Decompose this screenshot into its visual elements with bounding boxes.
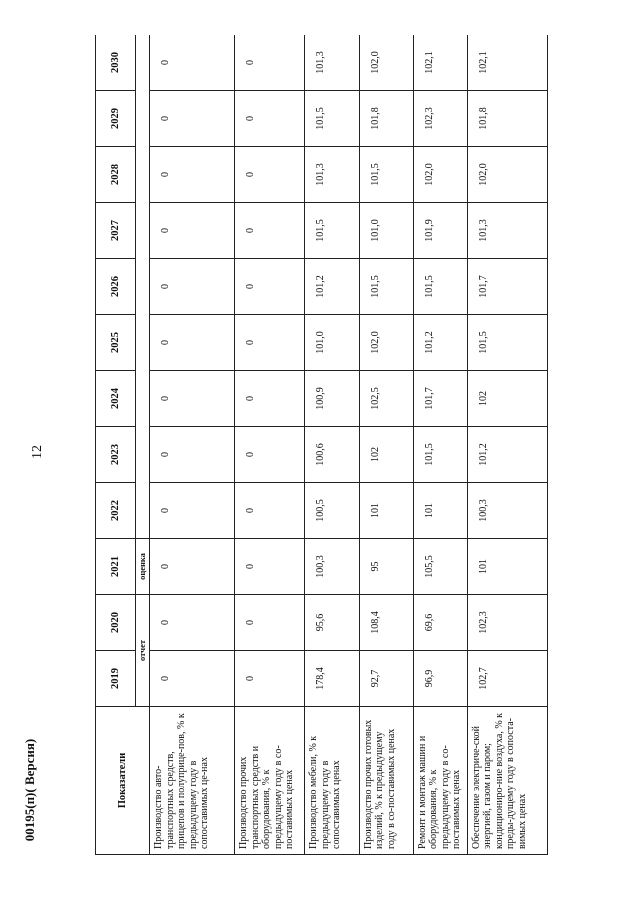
value-cell: 0: [150, 483, 235, 539]
indicator-name: Ремонт и монтаж машин и оборудования, % к предыдущему году в со-поставимых ценах: [413, 707, 467, 855]
header-year: 2020: [96, 595, 136, 651]
header-year: 2023: [96, 427, 136, 483]
value-cell: 0: [150, 259, 235, 315]
value-cell: 0: [235, 315, 305, 371]
value-cell: 95,6: [305, 595, 359, 651]
value-cell: 101,5: [413, 259, 467, 315]
value-cell: 101,2: [413, 315, 467, 371]
value-cell: 178,4: [305, 651, 359, 707]
value-cell: 101: [413, 483, 467, 539]
value-cell: 101,2: [467, 427, 547, 483]
value-cell: 105,5: [413, 539, 467, 595]
value-cell: 101,5: [467, 315, 547, 371]
indicators-table: [95, 35, 548, 855]
value-cell: 101,5: [305, 91, 359, 147]
value-cell: 0: [235, 203, 305, 259]
value-cell: 0: [150, 203, 235, 259]
page-number: 12: [30, 445, 45, 459]
value-cell: 92,7: [359, 651, 413, 707]
value-cell: 108,4: [359, 595, 413, 651]
value-cell: 101: [467, 539, 547, 595]
value-cell: 102,5: [359, 371, 413, 427]
value-cell: 96,9: [413, 651, 467, 707]
value-cell: 102,0: [413, 147, 467, 203]
value-cell: 102: [359, 427, 413, 483]
value-cell: 0: [235, 483, 305, 539]
value-cell: 102,7: [467, 651, 547, 707]
indicator-name: Производство авто-транспортных средств, прицепов и полуприце-пов, % к предыдущему году в сопоставимых це-нах: [150, 707, 235, 855]
table-row: [305, 35, 359, 855]
value-cell: 100,6: [305, 427, 359, 483]
header-year: 2024: [96, 371, 136, 427]
value-cell: 0: [235, 427, 305, 483]
value-cell: 100,5: [305, 483, 359, 539]
header-row: [96, 35, 136, 855]
value-cell: 0: [150, 371, 235, 427]
value-cell: 101: [359, 483, 413, 539]
rotated-table-container: [95, 35, 548, 855]
value-cell: 102: [467, 371, 547, 427]
header-year: 2028: [96, 147, 136, 203]
value-cell: 0: [150, 315, 235, 371]
value-cell: 0: [235, 651, 305, 707]
value-cell: 0: [150, 595, 235, 651]
value-cell: 69,6: [413, 595, 467, 651]
value-cell: 102,0: [467, 147, 547, 203]
value-cell: 101,3: [305, 147, 359, 203]
subheader-empty: [136, 35, 150, 539]
value-cell: 100,3: [305, 539, 359, 595]
value-cell: 102,0: [359, 35, 413, 91]
header-year: 2026: [96, 259, 136, 315]
table-row: [413, 35, 467, 855]
header-year: 2022: [96, 483, 136, 539]
value-cell: 0: [150, 35, 235, 91]
value-cell: 101,0: [359, 203, 413, 259]
value-cell: 101,7: [413, 371, 467, 427]
value-cell: 100,9: [305, 371, 359, 427]
table-row: [235, 35, 305, 855]
value-cell: 100,3: [467, 483, 547, 539]
value-cell: 101,8: [467, 91, 547, 147]
value-cell: 0: [235, 259, 305, 315]
indicator-name: Производство прочих готовых изделий, % к предыдущему году в со-поставимых ценах: [359, 707, 413, 855]
value-cell: 0: [235, 539, 305, 595]
header-year: 2021: [96, 539, 136, 595]
indicator-name: Производство мебели, % к предыдущему году в сопоставимых ценах: [305, 707, 359, 855]
value-cell: 101,7: [467, 259, 547, 315]
value-cell: 102,1: [467, 35, 547, 91]
table-row: [467, 35, 547, 855]
value-cell: 0: [235, 595, 305, 651]
value-cell: 101,3: [305, 35, 359, 91]
value-cell: 95: [359, 539, 413, 595]
header-year: 2027: [96, 203, 136, 259]
value-cell: 101,8: [359, 91, 413, 147]
header-year: 2025: [96, 315, 136, 371]
value-cell: 101,5: [413, 427, 467, 483]
header-year: 2019: [96, 651, 136, 707]
value-cell: 101,2: [305, 259, 359, 315]
value-cell: 102,3: [413, 91, 467, 147]
value-cell: 0: [235, 35, 305, 91]
header-year: 2030: [96, 35, 136, 91]
indicator-name: Обеспечение электриче-ской энергией, газом и паром; кондициониро-ние воздуха, % к преды-дущему году в сопоста-вимых ценах: [467, 707, 547, 855]
value-cell: 0: [150, 91, 235, 147]
table-row: [359, 35, 413, 855]
header-year: 2029: [96, 91, 136, 147]
subheader-estimate-label: оценка: [136, 539, 150, 595]
value-cell: 101,9: [413, 203, 467, 259]
table-row: [150, 35, 235, 855]
value-cell: 101,3: [467, 203, 547, 259]
value-cell: 101,5: [359, 147, 413, 203]
value-cell: 0: [235, 91, 305, 147]
header-indicator: Показатели: [96, 707, 150, 855]
value-cell: 101,5: [359, 259, 413, 315]
value-cell: 0: [150, 147, 235, 203]
value-cell: 101,5: [305, 203, 359, 259]
value-cell: 102,0: [359, 315, 413, 371]
value-cell: 0: [150, 651, 235, 707]
value-cell: 0: [235, 147, 305, 203]
indicator-name: Производство прочих транспортных средств и оборудования, % к предыдущему году в со-поставимых ценах: [235, 707, 305, 855]
subheader-report-label: отчет: [136, 595, 150, 707]
value-cell: 101,0: [305, 315, 359, 371]
value-cell: 0: [235, 371, 305, 427]
value-cell: 102,3: [467, 595, 547, 651]
value-cell: 0: [150, 539, 235, 595]
value-cell: 0: [150, 427, 235, 483]
rotated-table-inner: [95, 35, 548, 855]
footer-code: 00195(п)( Версия): [22, 738, 37, 842]
value-cell: 102,1: [413, 35, 467, 91]
